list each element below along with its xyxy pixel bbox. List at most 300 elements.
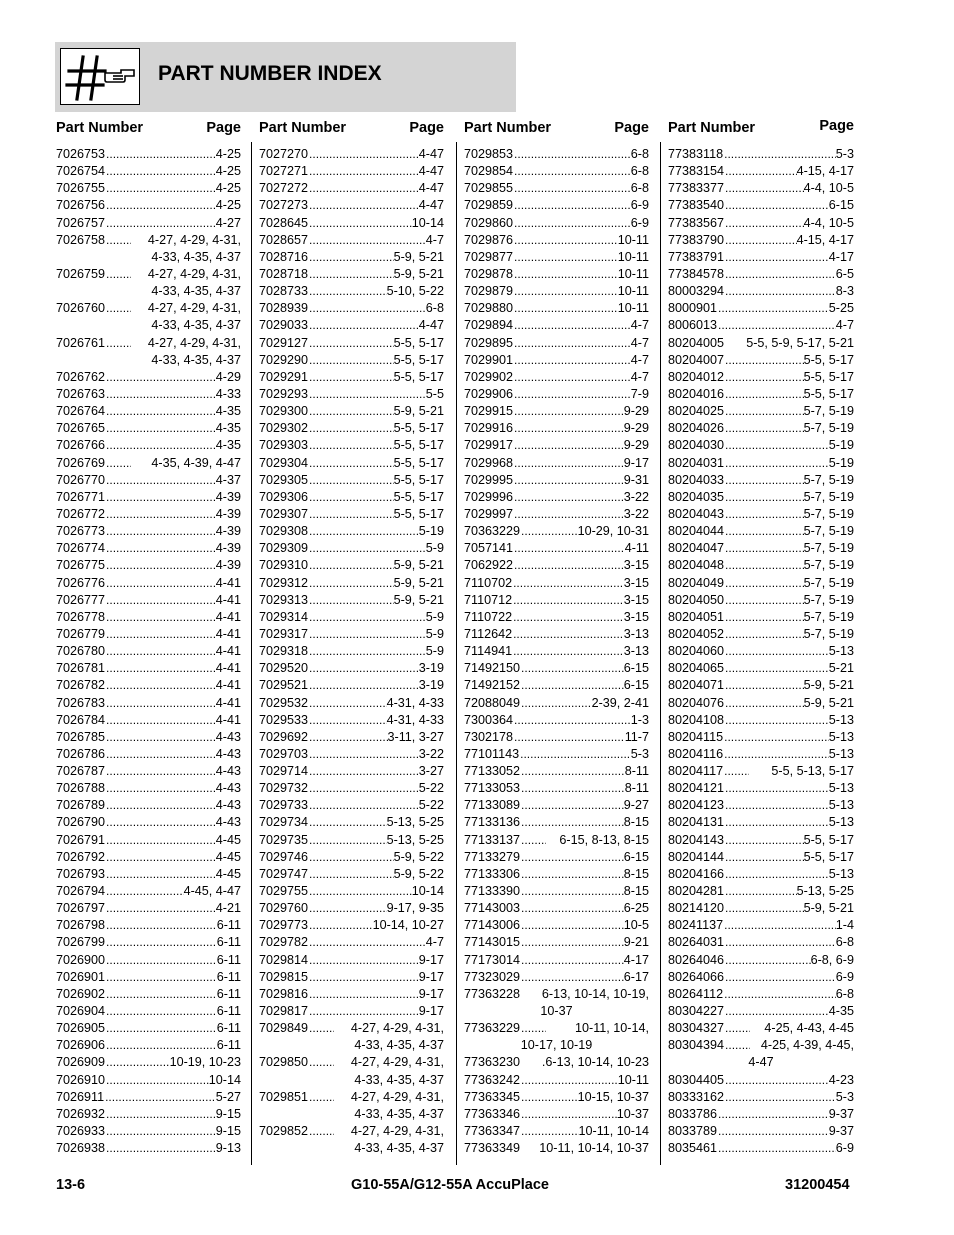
dot-leader (513, 472, 624, 489)
part-number: 7029290 (259, 352, 309, 367)
index-entry (668, 540, 854, 557)
part-number: 7029521 (259, 678, 309, 693)
index-entry (668, 523, 854, 540)
page-reference: 4-11 (624, 541, 649, 556)
page-reference: 5-5, 5-17 (803, 832, 854, 847)
page-reference: 5-9, 5-22 (393, 849, 444, 864)
page-reference: 6-5 (835, 266, 854, 281)
part-number: 7029293 (259, 386, 309, 401)
page-reference: 4-43 (215, 781, 241, 796)
part-number: 7029894 (464, 318, 514, 333)
page-reference: 4-17 (623, 952, 649, 967)
page-heading: Page (819, 118, 854, 134)
dot-leader (724, 1072, 829, 1089)
index-entry (464, 626, 649, 643)
part-number: 7026787 (56, 764, 106, 779)
dot-leader (724, 866, 829, 883)
part-number: 7029313 (259, 592, 309, 607)
page-reference: 8-11 (624, 764, 649, 779)
page-reference: 4-47 (418, 198, 444, 213)
dot-leader (105, 934, 217, 951)
dot-leader (520, 934, 624, 951)
part-number: 7026792 (56, 849, 106, 864)
index-entry (464, 592, 649, 609)
part-number: 71492150 (464, 661, 521, 676)
part-number: 80304394 (668, 1038, 725, 1053)
part-number: 80003294 (668, 284, 725, 299)
part-number: 7029902 (464, 369, 514, 384)
dot-leader (724, 780, 829, 797)
index-entry (259, 609, 444, 626)
index-entry (56, 403, 241, 420)
page-reference: 5-9, 5-21 (393, 592, 444, 607)
page-reference: 5-5 (425, 386, 444, 401)
page-reference: 4-47 (418, 164, 444, 179)
index-entry (56, 866, 241, 883)
page-reference: 1-3 (630, 712, 649, 727)
dot-leader (308, 746, 419, 763)
part-number: 7026799 (56, 935, 106, 950)
dot-leader (717, 1106, 829, 1123)
dot-leader (105, 420, 216, 437)
part-number: 7028718 (259, 266, 309, 281)
dot-leader (308, 660, 419, 677)
part-number: 7029317 (259, 626, 309, 641)
dot-leader (308, 317, 419, 334)
dot-leader (513, 215, 631, 232)
part-number: 80204043 (668, 506, 725, 521)
page-reference: 4-4, 10-5 (803, 181, 854, 196)
part-number: 7026765 (56, 421, 106, 436)
part-number: 7029735 (259, 832, 309, 847)
page-reference: 3-22 (623, 506, 649, 521)
page-reference: 8-11 (624, 781, 649, 796)
part-number: 7026778 (56, 609, 106, 624)
index-entry (668, 300, 854, 317)
dot-leader (520, 1106, 617, 1123)
part-number: 80204281 (668, 884, 725, 899)
part-number: 80204166 (668, 866, 725, 881)
page-reference-continued: 10-37 (540, 1004, 573, 1019)
index-entry (464, 643, 649, 660)
index-entry (464, 232, 649, 249)
index-entry (56, 729, 241, 746)
part-number: 77133306 (464, 866, 521, 881)
page-reference: 5-5, 5-17 (803, 849, 854, 864)
footer-doc-number: 31200454 (785, 1177, 850, 1193)
dot-leader (308, 763, 419, 780)
index-entry (56, 557, 241, 574)
part-number: 7029746 (259, 849, 309, 864)
page-reference: 5-5, 5-17 (803, 369, 854, 384)
part-number: 77383377 (668, 181, 725, 196)
index-entry (464, 180, 649, 197)
dot-leader (513, 489, 624, 506)
index-entry (259, 592, 444, 609)
part-number: 7029300 (259, 404, 309, 419)
part-number: 7029302 (259, 421, 309, 436)
part-number: 7029895 (464, 335, 514, 350)
part-number: 7029532 (259, 695, 309, 710)
page-reference: 4-27, 4-29, 4-31, (147, 335, 241, 350)
index-entry (56, 1089, 241, 1106)
part-number: 7029304 (259, 455, 309, 470)
index-entry (668, 1020, 854, 1037)
dot-leader (308, 369, 394, 386)
index-entry (668, 695, 854, 712)
part-number: 7028657 (259, 232, 309, 247)
part-number: 7029734 (259, 815, 309, 830)
dot-leader (513, 180, 631, 197)
dot-leader (724, 643, 829, 660)
page-reference: 6-9 (835, 1141, 854, 1156)
dot-leader (308, 163, 419, 180)
part-number: 80204012 (668, 369, 725, 384)
page-reference: 4-41 (215, 575, 241, 590)
part-number: 7026757 (56, 215, 106, 230)
part-number: 7029816 (259, 986, 309, 1001)
dot-leader (724, 163, 797, 180)
index-entry (259, 900, 444, 917)
part-number: 7026910 (56, 1072, 106, 1087)
index-entry (259, 215, 444, 232)
dot-leader (308, 472, 394, 489)
index-entry (56, 832, 241, 849)
footer-page-number: 13-6 (56, 1177, 86, 1193)
index-entry (464, 506, 649, 523)
page-reference: 9-29 (623, 438, 649, 453)
dot-leader (105, 1003, 217, 1020)
dot-leader (105, 1106, 216, 1123)
page-reference: 10-11 (617, 284, 649, 299)
page-reference: 5-5, 5-17 (803, 352, 854, 367)
part-number: 77383154 (668, 164, 725, 179)
index-entry (259, 283, 444, 300)
page-reference: 4-41 (215, 678, 241, 693)
page-heading: Page (614, 120, 649, 136)
dot-leader (308, 1003, 419, 1020)
dot-leader (105, 695, 216, 712)
index-entry (56, 660, 241, 677)
dot-leader (308, 917, 373, 934)
dot-leader (724, 352, 804, 369)
column-divider (660, 142, 661, 1165)
index-entry (56, 917, 241, 934)
page-reference: 3-22 (623, 489, 649, 504)
page-reference: 4-47 (418, 318, 444, 333)
dot-leader (308, 300, 426, 317)
page-reference: 5-5, 5-17 (803, 386, 854, 401)
dot-leader (105, 437, 216, 454)
page-reference: 6-15 (623, 849, 649, 864)
part-number: 7029879 (464, 284, 514, 299)
part-number: 80204131 (668, 815, 725, 830)
index-entry (259, 797, 444, 814)
page-reference: 5-5, 5-17 (393, 438, 444, 453)
page-reference: 5-5, 5-17 (393, 421, 444, 436)
part-number: 80204049 (668, 575, 725, 590)
dot-leader (520, 814, 624, 831)
part-number: 8000901 (668, 301, 718, 316)
dot-leader (724, 249, 829, 266)
dot-leader (520, 763, 625, 780)
page-reference: 5-9, 5-21 (393, 575, 444, 590)
page-reference: 4-27, 4-29, 4-31, (350, 1089, 444, 1104)
dot-leader (105, 729, 216, 746)
part-number: 70363229 (464, 524, 521, 539)
index-entry (259, 1003, 444, 1020)
index-entry (56, 369, 241, 386)
dot-leader (520, 883, 624, 900)
dot-leader (105, 917, 217, 934)
page-reference: 3-19 (418, 678, 444, 693)
index-entry (56, 695, 241, 712)
index-entry (56, 626, 241, 643)
part-number: 77133089 (464, 798, 521, 813)
part-number: 7026798 (56, 918, 106, 933)
part-number: 77363349 (464, 1141, 521, 1156)
dot-leader (308, 643, 426, 660)
part-number: 7026761 (56, 335, 106, 350)
part-number: 80241137 (668, 918, 724, 933)
index-entry (464, 540, 649, 557)
index-entry (259, 420, 444, 437)
page-reference: 5-13, 5-25 (796, 884, 854, 899)
part-number: 80204016 (668, 386, 725, 401)
part-number: 7028716 (259, 249, 309, 264)
page-reference: 4-29 (215, 369, 241, 384)
index-entry (259, 146, 444, 163)
dot-leader (513, 283, 618, 300)
dot-leader (308, 849, 394, 866)
index-entry (668, 557, 854, 574)
page-reference: 9-17 (418, 952, 444, 967)
dot-leader (513, 403, 624, 420)
dot-leader (105, 1054, 170, 1071)
page-reference: 5-22 (418, 798, 444, 813)
page-reference: 6-25 (623, 901, 649, 916)
dot-leader (724, 832, 804, 849)
index-entry (259, 1089, 444, 1106)
dot-leader (513, 420, 624, 437)
part-number: 7029312 (259, 575, 309, 590)
part-number: 7029755 (259, 884, 309, 899)
index-entry (259, 643, 444, 660)
index-entry (668, 626, 854, 643)
dot-leader (724, 1089, 836, 1106)
index-entry (464, 1106, 649, 1123)
page-reference: 5-3 (835, 147, 854, 161)
index-entry (56, 1072, 241, 1089)
page-reference: 5-22 (418, 781, 444, 796)
index-entry (464, 763, 649, 780)
part-number: 7026779 (56, 626, 106, 641)
index-entry (464, 300, 649, 317)
index-entry (464, 557, 649, 574)
part-number: 7026902 (56, 986, 106, 1001)
page-reference: 5-5, 5-17 (393, 352, 444, 367)
part-number: 80204026 (668, 421, 725, 436)
index-entry (259, 197, 444, 214)
part-number: 77363228 (464, 986, 521, 1001)
index-entry (668, 746, 854, 763)
index-entry (668, 677, 854, 694)
part-number: 77383118 (668, 147, 724, 161)
page-reference: 9-17 (418, 986, 444, 1001)
page-reference-continued: 4-33, 4-35, 4-37 (354, 1072, 444, 1087)
dot-leader (105, 523, 216, 540)
dot-leader (513, 197, 631, 214)
part-number: 7027271 (259, 164, 309, 179)
index-entry (56, 900, 241, 917)
page-reference: 6-11 (216, 1038, 241, 1053)
index-entry (259, 575, 444, 592)
part-number: 77133052 (464, 764, 521, 779)
part-number: 7029855 (464, 181, 514, 196)
dot-leader (723, 746, 829, 763)
dot-leader (513, 506, 624, 523)
dot-leader (724, 677, 804, 694)
page-reference: 4-37 (215, 472, 241, 487)
page-reference: 10-11 (617, 1072, 649, 1087)
index-entry (668, 180, 854, 197)
page-reference: 10-11, 10-14, 10-37 (539, 1141, 649, 1156)
dot-leader (105, 592, 216, 609)
part-number: 7026905 (56, 1021, 106, 1036)
part-number: 7026790 (56, 815, 106, 830)
page-reference-continued: 4-33, 4-35, 4-37 (354, 1141, 444, 1156)
index-entry (56, 849, 241, 866)
part-number: 80204050 (668, 592, 725, 607)
part-number: 7110712 (464, 592, 513, 607)
dot-leader (724, 1020, 750, 1037)
part-number: 80264031 (668, 935, 725, 950)
index-entry (56, 180, 241, 197)
part-number: 7026773 (56, 524, 106, 539)
index-entry (668, 763, 854, 780)
page-reference: 5-5, 5-17 (393, 506, 444, 521)
index-entry (668, 1106, 854, 1123)
page-reference: 6-9 (630, 198, 649, 213)
part-number: 77143006 (464, 918, 521, 933)
part-number: 72088049 (464, 695, 521, 710)
index-entry (668, 163, 854, 180)
index-entry (259, 455, 444, 472)
part-number: 7026785 (56, 729, 106, 744)
page-reference: 4-7 (425, 232, 444, 247)
index-entry (259, 369, 444, 386)
index-entry (668, 1003, 854, 1020)
dot-leader (724, 489, 804, 506)
dot-leader (513, 146, 631, 163)
index-entry (259, 1054, 444, 1071)
part-number: 7029997 (464, 506, 514, 521)
dot-leader (105, 146, 216, 163)
part-number: 80204031 (668, 455, 725, 470)
part-number: 7302178 (464, 729, 514, 744)
index-entry (464, 866, 649, 883)
index-entry (464, 883, 649, 900)
part-number: 80204121 (668, 781, 725, 796)
column-header (259, 118, 444, 146)
page-reference: 4-39 (215, 524, 241, 539)
dot-leader (724, 969, 836, 986)
page-reference: 4-39 (215, 541, 241, 556)
page-reference: 4-7 (630, 352, 649, 367)
part-number: 80204071 (668, 678, 725, 693)
page-reference: 4-31, 4-33 (386, 695, 444, 710)
page-reference: 3-15 (623, 609, 649, 624)
part-number: 7029876 (464, 232, 514, 247)
page-reference: 5-9, 5-21 (393, 266, 444, 281)
index-entry (668, 609, 854, 626)
page-reference: 2-39, 2-41 (591, 695, 649, 710)
index-entry (259, 506, 444, 523)
dot-leader (724, 369, 804, 386)
index-entry (56, 1123, 241, 1140)
part-number: 7026764 (56, 404, 106, 419)
dot-leader (105, 814, 216, 831)
index-entry (259, 763, 444, 780)
dot-leader (105, 1140, 216, 1157)
page-reference: 5-13 (828, 746, 854, 761)
dot-leader (724, 523, 804, 540)
index-entry (464, 1054, 649, 1071)
page-reference: 4-45 (215, 832, 241, 847)
page-reference: 5-7, 5-19 (803, 575, 854, 590)
dot-leader (308, 180, 419, 197)
part-number: 7026759 (56, 266, 106, 281)
page-reference: 10-11 (617, 266, 649, 281)
dot-leader (723, 146, 836, 163)
dot-leader (308, 420, 394, 437)
page-reference: 3-13 (623, 644, 649, 659)
part-number: 80204123 (668, 798, 725, 813)
index-entry (668, 1123, 854, 1140)
index-entry (464, 335, 649, 352)
page-reference: 5-13 (828, 866, 854, 881)
part-number: 7028939 (259, 301, 309, 316)
page-reference: 4-43 (215, 798, 241, 813)
part-number: 7029692 (259, 729, 309, 744)
index-entry (668, 420, 854, 437)
dot-leader (105, 163, 216, 180)
dot-leader (724, 849, 804, 866)
dot-leader (513, 712, 631, 729)
page-reference: 5-9, 5-21 (803, 695, 854, 710)
index-entry (56, 1140, 241, 1157)
index-entry (668, 386, 854, 403)
dot-leader (724, 386, 804, 403)
part-number: 7029878 (464, 266, 514, 281)
part-number: 7028645 (259, 215, 309, 230)
page-reference: 5-13 (828, 815, 854, 830)
dot-leader (520, 969, 624, 986)
index-entry (668, 814, 854, 831)
dot-leader (105, 1123, 216, 1140)
page-reference: 5-7, 5-19 (803, 472, 854, 487)
part-number: 7026900 (56, 952, 106, 967)
page-reference: 4-7 (630, 335, 649, 350)
index-entry (668, 780, 854, 797)
index-entry (464, 746, 649, 763)
dot-leader (723, 917, 836, 934)
part-number: 80214120 (668, 901, 725, 916)
dot-leader (105, 472, 216, 489)
part-number-heading: Part Number (464, 120, 552, 136)
dot-leader (308, 523, 419, 540)
dot-leader (308, 780, 419, 797)
